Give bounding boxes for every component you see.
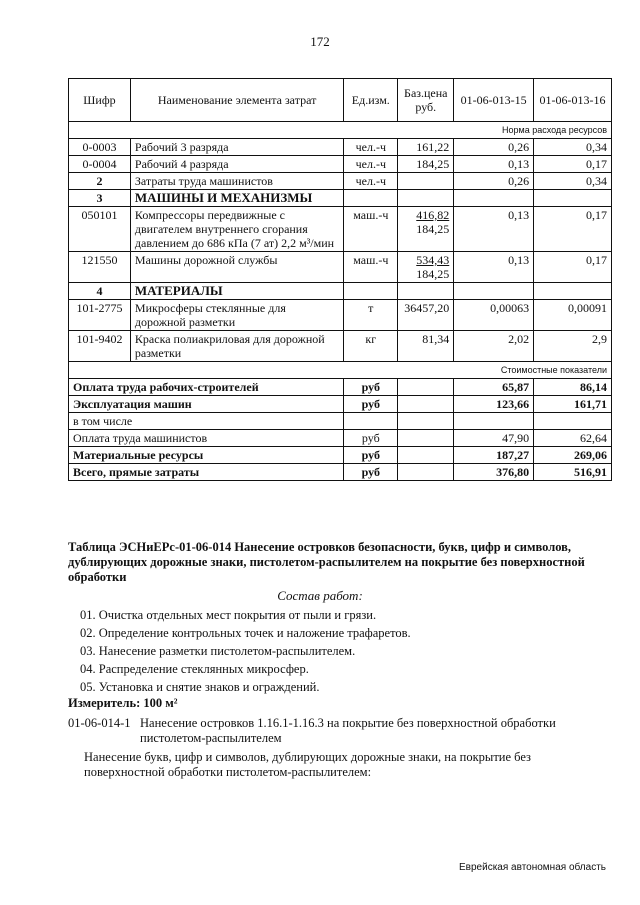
- table-caption: Таблица ЭСНиЕРс-01-06-014 Нанесение островков безопасности, букв, цифр и символов, дублирующих дорожные знаки, пистолетом-распылителем на покрытие без поверхностной обработки: [68, 540, 585, 584]
- list-item: 04. Распределение стеклянных микросфер.: [80, 662, 309, 676]
- resource-table: [68, 78, 612, 481]
- cell-name: Микросферы стеклянные для дорожной разметки: [130, 300, 343, 331]
- cost-name: Эксплуатация машин: [69, 396, 344, 413]
- cost-value-15: 123,66: [454, 396, 534, 413]
- cell-name: Рабочий 3 разряда: [130, 139, 343, 156]
- norm-description: Нанесение островков 1.16.1-1.16.3 на покрытие без поверхностной обработки пистолетом-распылителем: [140, 716, 556, 745]
- cell-unit: чел.-ч: [344, 173, 398, 190]
- table-row: [69, 207, 612, 252]
- cell-value-16: 2,9: [534, 331, 612, 362]
- cost-row: [69, 413, 612, 430]
- cell-value-16: 0,17: [534, 156, 612, 173]
- cell-value-16: 0,17: [534, 252, 612, 283]
- work-composition-title: Состав работ:: [277, 588, 363, 603]
- cost-unit: руб: [344, 447, 398, 464]
- norm-code: 01-06-014-1: [68, 716, 131, 730]
- cost-name: Оплата труда рабочих-строителей: [69, 379, 344, 396]
- cell-price: 36457,20: [398, 300, 454, 331]
- cell-price: [398, 173, 454, 190]
- cell-value-16: 0,00091: [534, 300, 612, 331]
- section-title: МАШИНЫ И МЕХАНИЗМЫ: [130, 190, 343, 207]
- header-name: Наименование элемента затрат: [130, 79, 343, 122]
- header-code: Шифр: [69, 79, 131, 122]
- section-title: МАТЕРИАЛЫ: [130, 283, 343, 300]
- header-unit: Ед.изм.: [344, 79, 398, 122]
- header-col-16: 01-06-013-16: [534, 79, 612, 122]
- price-secondary: 184,25: [416, 222, 450, 236]
- cell-value-16: 0,17: [534, 207, 612, 252]
- cell-code: 050101: [69, 207, 131, 252]
- cell-value-16: 0,34: [534, 139, 612, 156]
- machines-section-row: [69, 190, 612, 207]
- list-item: 01. Очистка отдельных мест покрытия от пыли и грязи.: [80, 608, 377, 622]
- cell-value-15: 0,26: [454, 173, 534, 190]
- cost-row: [69, 430, 612, 447]
- machinist-row: [69, 173, 612, 190]
- cell-value-15: 2,02: [454, 331, 534, 362]
- section-code: 3: [69, 190, 131, 207]
- cost-caption: Стоимостные показатели: [69, 362, 612, 379]
- cell-price: 184,25: [398, 156, 454, 173]
- norm-caption: Норма расхода ресурсов: [69, 122, 612, 139]
- cell-name: Компрессоры передвижные с двигателем внутреннего сгорания давлением до 686 кПа (7 ат) 2,2 м³/мин: [130, 207, 343, 252]
- cell-value-15: 0,13: [454, 156, 534, 173]
- cost-unit: руб: [344, 464, 398, 481]
- header-price: Баз.цена руб.: [398, 79, 454, 122]
- cost-row: [69, 396, 612, 413]
- cell-code: 101-9402: [69, 331, 131, 362]
- operations-list: [80, 606, 600, 696]
- table-row: [69, 252, 612, 283]
- cost-caption-row: [69, 362, 612, 379]
- cost-value-16: 516,91: [534, 464, 612, 481]
- cell-price: 161,22: [398, 139, 454, 156]
- header-col-15: 01-06-013-15: [454, 79, 534, 122]
- cost-name: Оплата труда машинистов: [69, 430, 344, 447]
- cell-name: Затраты труда машинистов: [130, 173, 343, 190]
- list-item: 02. Определение контрольных точек и наложение трафаретов.: [80, 626, 411, 640]
- cost-value-16: 86,14: [534, 379, 612, 396]
- note-text: Нанесение букв, цифр и символов, дублирующих дорожные знаки, на покрытие без поверхностной обработки пистолетом-распылителем:: [84, 750, 531, 779]
- cell-unit: т: [344, 300, 398, 331]
- cost-name: Материальные ресурсы: [69, 447, 344, 464]
- cell-code: 0-0004: [69, 156, 131, 173]
- table-row: [69, 300, 612, 331]
- cost-unit: [344, 413, 398, 430]
- materials-section-row: [69, 283, 612, 300]
- cell-unit: маш.-ч: [344, 252, 398, 283]
- cell-name: Рабочий 4 разряда: [130, 156, 343, 173]
- cell-value-15: 0,26: [454, 139, 534, 156]
- price-primary: 416,82: [416, 208, 450, 222]
- cell-code: 121550: [69, 252, 131, 283]
- cost-value-16: 62,64: [534, 430, 612, 447]
- cell-name: Краска полиакриловая для дорожной разметки: [130, 331, 343, 362]
- cost-value-16: 161,71: [534, 396, 612, 413]
- cell-value-15: 0,00063: [454, 300, 534, 331]
- list-item: 05. Установка и снятие знаков и ограждений.: [80, 680, 320, 694]
- cost-name: Всего, прямые затраты: [69, 464, 344, 481]
- cell-value-16: 0,34: [534, 173, 612, 190]
- cost-value-15: [454, 413, 534, 430]
- cell-value-15: 0,13: [454, 207, 534, 252]
- cost-row: [69, 464, 612, 481]
- cost-row: [69, 379, 612, 396]
- cell-unit: чел.-ч: [344, 139, 398, 156]
- cell-name: Машины дорожной службы: [130, 252, 343, 283]
- table-header-row: [69, 79, 612, 122]
- cell-price: [398, 207, 454, 252]
- cost-value-15: 47,90: [454, 430, 534, 447]
- table-row: [69, 331, 612, 362]
- price-primary: 534,43: [416, 253, 450, 267]
- cell-value-15: 0,13: [454, 252, 534, 283]
- cell-code: 0-0003: [69, 139, 131, 156]
- cost-row: [69, 447, 612, 464]
- cell-price: 81,34: [398, 331, 454, 362]
- cost-value-15: 65,87: [454, 379, 534, 396]
- table-row: [69, 139, 612, 156]
- cell-code: 2: [69, 173, 131, 190]
- price-secondary: 184,25: [416, 267, 450, 281]
- cost-name: в том числе: [69, 413, 344, 430]
- list-item: 03. Нанесение разметки пистолетом-распылителем.: [80, 644, 356, 658]
- cost-value-15: 376,80: [454, 464, 534, 481]
- section-code: 4: [69, 283, 131, 300]
- cell-code: 101-2775: [69, 300, 131, 331]
- table-row: [69, 156, 612, 173]
- cost-unit: руб: [344, 379, 398, 396]
- cost-unit: руб: [344, 396, 398, 413]
- cell-unit: чел.-ч: [344, 156, 398, 173]
- cell-price: [398, 252, 454, 283]
- cell-unit: маш.-ч: [344, 207, 398, 252]
- cell-unit: кг: [344, 331, 398, 362]
- measure-unit: Измеритель: 100 м²: [68, 696, 178, 710]
- page-number: 172: [310, 34, 330, 49]
- cost-value-16: [534, 413, 612, 430]
- cost-unit: руб: [344, 430, 398, 447]
- cost-value-15: 187,27: [454, 447, 534, 464]
- region-footer: Еврейская автономная область: [459, 862, 606, 873]
- norm-caption-row: [69, 122, 612, 139]
- cost-value-16: 269,06: [534, 447, 612, 464]
